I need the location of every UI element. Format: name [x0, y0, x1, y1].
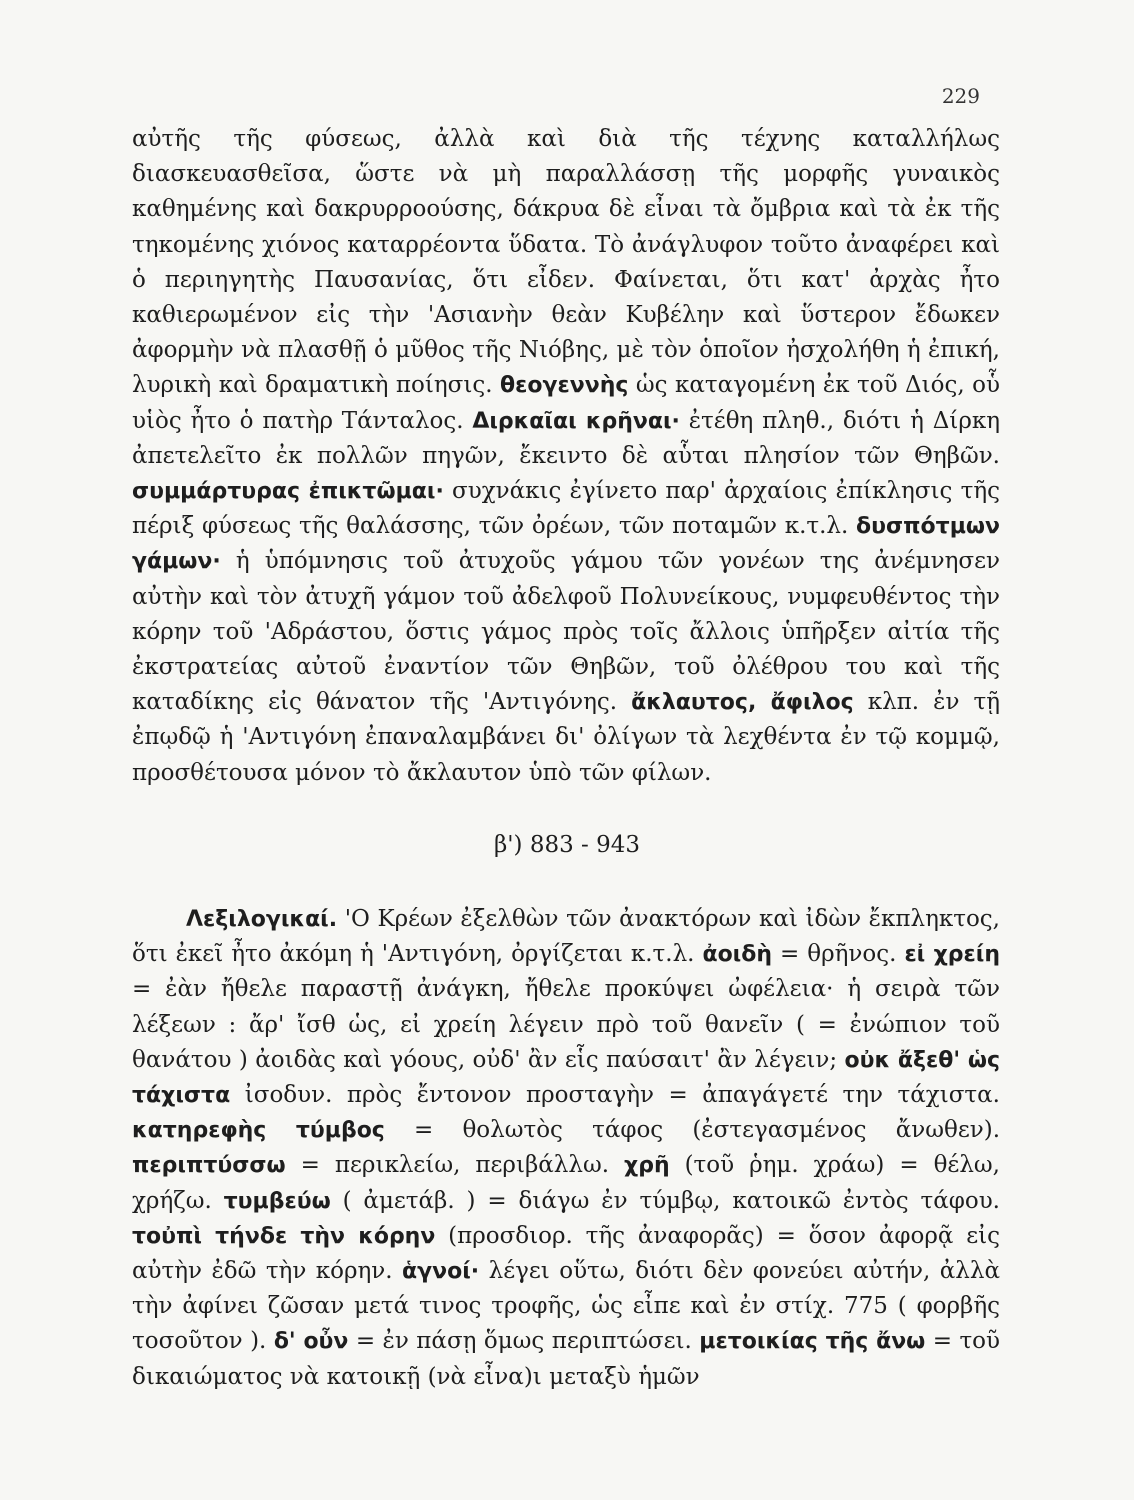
commentary-text: ὡς καταγομένη ἐκ τοῦ Διός, οὗ υἱὸς ἦτο ὁ πατὴρ Τάνταλος. — [132, 372, 1001, 434]
commentary-text: = περικλείω, περιβάλλω. — [285, 1152, 624, 1179]
lemma-term: συμμάρτυρας ἐπικτῶμαι· — [132, 479, 444, 505]
commentary-text: ἰσοδυν. πρὸς ἔντονον προσταγὴν = ἀπαγάγετέ την τάχιστα. — [230, 1082, 1000, 1109]
lemma-term: μετοικίας τῆς ἄνω — [699, 1329, 926, 1355]
commentary-text: 'Ο Κρέων ἐξελθὼν τῶν ἀνακτόρων καὶ ἰδὼν ἔκπληκτος, ὅτι ἐκεῖ ἦτο ἀκόμη ἡ 'Αντιγόνη, ὀργίζεται κ.τ.λ. — [132, 906, 1000, 968]
lemma-term: οὐκ ἄξεθ' ὡς τάχιστα — [132, 1047, 1000, 1109]
commentary-text: ἐτέθη πληθ., διότι ἡ Δίρκη ἀπετελεῖτο ἐκ πολλῶν πηγῶν, ἔκειντο δὲ αὗται πλησίον τῶν Θηβῶν. — [132, 407, 1000, 469]
commentary-text: = ἐν πάσῃ ὅμως περιπτώσει. — [348, 1328, 700, 1355]
commentary-text: λέγει οὕτω, διότι δὲν φονεύει αὐτήν, ἀλλὰ τὴν ἀφίνει ζῶσαν μετά τινος τροφῆς, ὡς εἶπε καὶ ἐν στίχ. 775 ( φορβῆς τοσοῦτον ). — [132, 1258, 1000, 1355]
commentary-paragraph-1 — [132, 122, 1000, 791]
lemma-term: δ' οὖν — [273, 1329, 349, 1355]
lemma-term: θεογεννὴς — [500, 373, 629, 399]
lemma-term: τυμβεύω — [223, 1188, 331, 1214]
page-number: 229 — [941, 84, 980, 108]
commentary-text: ( ἀμετάβ. ) = διάγω ἐν τύμβῳ, κατοικῶ ἐντὸς τάφου. — [330, 1187, 1000, 1214]
lemma-term: ἀοιδὴ — [702, 942, 773, 968]
commentary-text: (τοῦ ῥημ. χράω) = θέλω, χρήζω. — [132, 1152, 1000, 1214]
lemma-term: κατηρεφὴς τύμβος — [132, 1118, 385, 1144]
commentary-text: (προσδιορ. τῆς ἀναφορᾶς) = ὅσον ἀφορᾷ εἰς αὐτὴν ἐδῶ τὴν κόρην. — [132, 1222, 1001, 1285]
lemma-term: ἄκλαυτος, ἄφιλος — [631, 690, 854, 716]
lemma-term: Λεξιλογικαί. — [186, 907, 338, 932]
commentary-text: ἡ ὑπόμνησις τοῦ ἀτυχοῦς γάμου τῶν γονέων της ἀνέμνησεν αὐτὴν καὶ τὸν ἀτυχῆ γάμον τοῦ ἀδελφοῦ Πολυνείκους, νυμφευθέντος τὴν κόρην τοῦ 'Αδράστου, ὅστις γάμος πρὸς τοῖς ἄλλοις ὑπῆρξεν αἰτία τῆς ἐκστρατείας αὐτοῦ ἐναντίον τῶν Θηβῶν, τοῦ ὀλέθρου του καὶ τῆς καταδίκης εἰς θάνατον τῆς 'Αντιγόνης. — [132, 548, 1000, 716]
section-heading: β') 883 - 943 — [493, 832, 641, 858]
lemma-term: Διρκαῖαι κρῆναι· — [472, 408, 680, 434]
lemma-term: χρῆ — [624, 1153, 670, 1179]
lemma-term: περιπτύσσω — [132, 1153, 286, 1179]
lemma-term: εἰ χρείη — [904, 942, 1001, 968]
commentary-text: = ἐὰν ἤθελε παραστῇ ἀνάγκη, ἤθελε προκύψει ὠφέλεια· ἡ σειρὰ τῶν λέξεων : ἄρ' ἴσθ ὡς, εἰ χρείη λέγειν πρὸ τοῦ θανεῖν ( = ἐνώπιον τοῦ θανάτου ) ἀοιδὰς καὶ γόους, οὐδ' ἂν εἷς παύσαιτ' ἂν λέγειν; — [132, 976, 1000, 1073]
commentary-text: = θολωτὸς τάφος (ἐστεγασμένος ἄνωθεν). — [384, 1117, 1001, 1144]
commentary-text: = θρῆνος. — [772, 941, 905, 968]
lemma-term: ἁγνοί· — [402, 1259, 480, 1285]
commentary-paragraph-2 — [132, 902, 1000, 1395]
commentary-text: κλπ. ἐν τῇ ἐπῳδῷ ἡ 'Αντιγόνη ἐπαναλαμβάνει δι' ὀλίγων τὰ λεχθέντα ἐν τῷ κομμῷ, προσθέτουσα μόνον τὸ ἄκλαυτον ὑπὸ τῶν φίλων. — [132, 689, 1000, 786]
commentary-text: αὐτῆς τῆς φύσεως, ἀλλὰ καὶ διὰ τῆς τέχνης καταλλήλως διασκευασθεῖσα, ὥστε νὰ μὴ παραλλάσσῃ τῆς μορφῆς γυναικὸς καθημένης καὶ δακρυρροούσης, δάκρυα δὲ εἶναι τὰ ὄμβρια καὶ τὰ ἐκ τῆς τηκομένης χιόνος καταρρέοντα ὕδατα. Τὸ ἀνάγλυφον τοῦτο ἀναφέρει καὶ ὁ περιηγητὴς Παυσανίας, ὅτι εἶδεν. Φαίνεται, ὅτι κατ' ἀρχὰς ἦτο καθιερωμένον εἰς τὴν 'Ασιανὴν θεὰν Κυβέλην καὶ ὕστερον ἔδωκεν ἀφορμὴν νὰ πλασθῇ ὁ μῦθος τῆς Νιόβης, μὲ τὸν ὁποῖον ἠσχολήθη ἡ ἐπική, λυρικὴ καὶ δραματικὴ ποίησις. — [132, 126, 1000, 399]
lemma-term: τοὐπὶ τήνδε τὴν κόρην — [132, 1223, 436, 1249]
commentary-text: συχνάκις ἐγίνετο παρ' ἀρχαίοις ἐπίκλησις τῆς πέριξ φύσεως τῆς θαλάσσης, τῶν ὀρέων, τῶν ποταμῶν κ.τ.λ. — [132, 478, 1000, 540]
lemma-term: δυσπότμων γάμων· — [132, 514, 1000, 575]
commentary-text: = τοῦ δικαιώματος νὰ κατοικῇ (νὰ εἶνα)ι μεταξὺ ἡμῶν — [132, 1328, 1000, 1390]
